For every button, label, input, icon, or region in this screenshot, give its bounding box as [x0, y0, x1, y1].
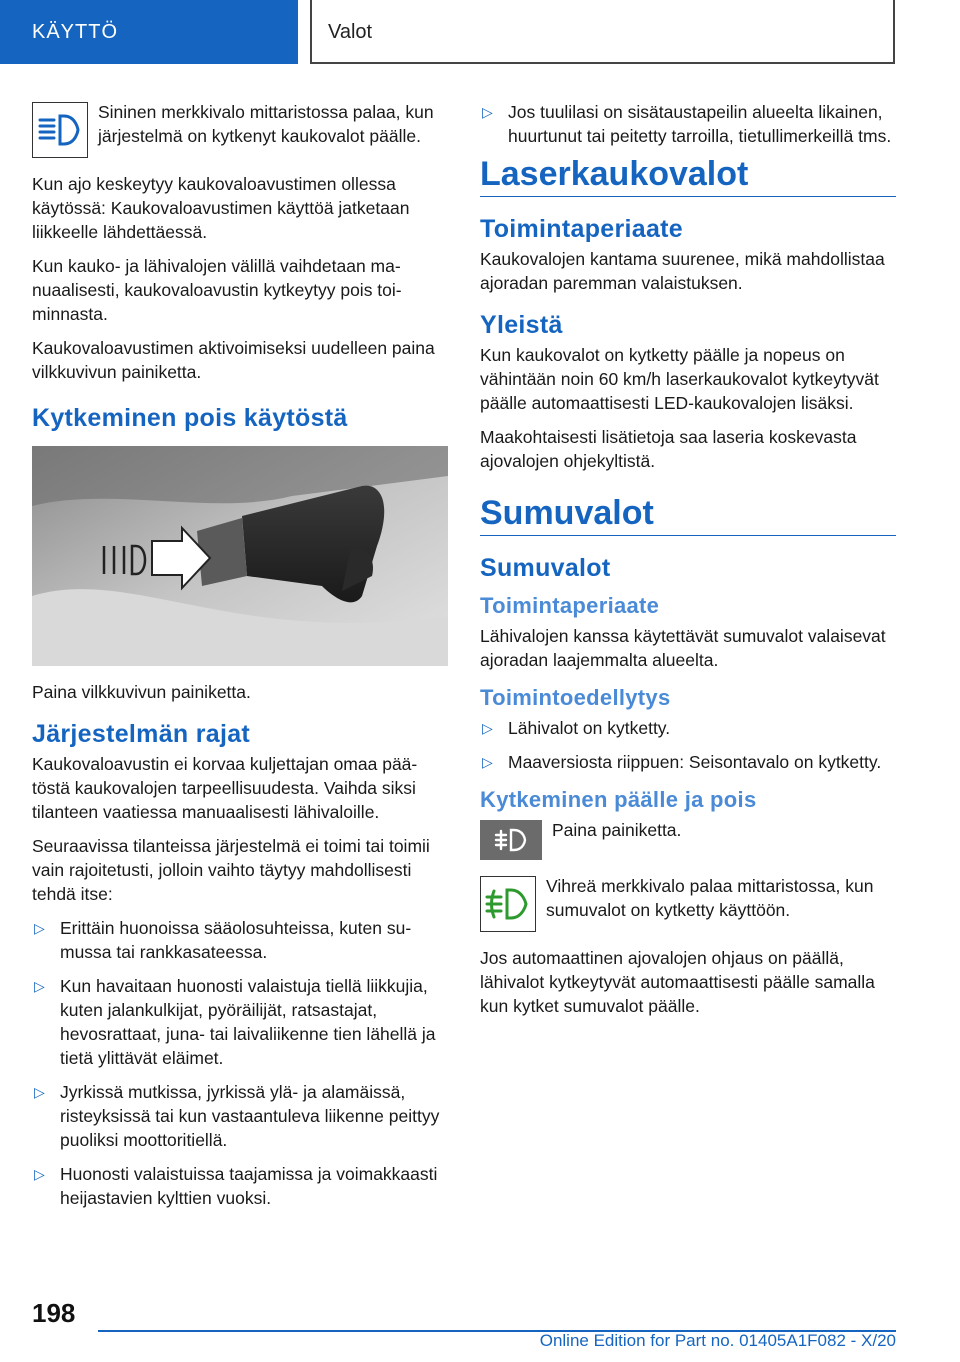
heading-fog-principle: Toimintaperiaate [480, 593, 660, 618]
edition-text: Online Edition for Part no. 01405A1F082 - X/20 [539, 1331, 896, 1350]
fog-indicator-row [480, 874, 896, 932]
bullet-triangle-icon: ▷ [34, 920, 45, 936]
limits-list-continued [480, 100, 896, 148]
photo-caption: Paina vilkkuvivun painiketta. [32, 682, 251, 702]
list-item: ▷ Huonosti valaistuissa taajamissa ja voimakkaasti heijastavien kylttien vuoksi. [34, 1164, 438, 1208]
heading-laser-high-beam: Laserkaukovalot [480, 162, 896, 197]
fog-button-row [480, 818, 896, 860]
paragraph: Kun kauko- ja lähivalojen välillä vaihdetaan manuaalisesti, kaukovaloavustin kytkeytyy pois toiminnasta. [32, 256, 402, 324]
bullet-triangle-icon: ▷ [34, 1084, 45, 1100]
heading-limits: Järjestelmän rajat [32, 720, 251, 748]
high-beam-indicator-row [32, 100, 448, 158]
list-item: ▷ Jyrkissä mutkissa, jyrkissä ylä- ja alamäissä, risteyksissä tai kun vastaantuleva liikenne peittyy puoliksi moottoritiellä. [34, 1082, 440, 1150]
paragraph: Kaukovalojen kantama suurenee, mikä mahdollistaa ajoradan paremman valaistuksen. [480, 249, 885, 293]
limits-list [32, 916, 448, 1210]
heading-fog-lights: Sumuvalot [480, 501, 896, 536]
list-item: ▷ Lähivalot on kytketty. [482, 718, 671, 738]
conditions-list [480, 716, 896, 774]
right-column [480, 100, 896, 1028]
paragraph: Lähivalojen kanssa käytettävät sumuvalot valaisevat ajoradan laajemmalta alueelta. [480, 626, 886, 670]
bullet-triangle-icon: ▷ [482, 104, 493, 120]
list-item: ▷ Jos tuulilasi on sisätaustapeilin alueelta likainen, huurtunut tai peitetty tarroilla, tietullimerkeillä tms. [482, 102, 892, 146]
heading-switch-on-off: Kytkeminen päälle ja pois [480, 787, 757, 812]
list-item: ▷ Erittäin huonoissa sääolosuhteissa, kuten sumussa tai rankkasateessa. [34, 918, 412, 962]
paragraph: Jos automaattinen ajovalojen ohjaus on päällä, lähivalot kytkeytyvät automaattisesti päälle samalla kun kytket sumuvalot päälle. [480, 948, 875, 1016]
bullet-triangle-icon: ▷ [34, 978, 45, 994]
bullet-triangle-icon: ▷ [482, 720, 493, 736]
heading-conditions: Toimintoedellytys [480, 685, 671, 710]
paragraph: Kun kaukovalot on kytketty päälle ja nopeus on vähintään noin 60 km/h laserkaukovalot kytkeytyvät päälle automaattisesti LED-kaukovalojen lisäksi. [480, 345, 879, 413]
left-column [32, 100, 448, 1220]
header-section: KÄYTTÖ [0, 0, 298, 64]
paragraph: Kaukovaloavustimen aktivoimiseksi uudelleen paina vilkkuvivun painiketta. [32, 338, 435, 382]
fog-light-button-icon [480, 820, 542, 860]
bullet-triangle-icon: ▷ [34, 1166, 45, 1182]
bullet-triangle-icon: ▷ [482, 754, 493, 770]
fog-light-indicator-icon [480, 876, 536, 932]
high-beam-indicator-text: Sininen merkkivalo mittaristossa palaa, kun järjestelmä on kytkenyt kaukovalot päälle. [98, 102, 434, 146]
high-beam-indicator-icon [32, 102, 88, 158]
press-button-text: Paina painiketta. [552, 820, 682, 840]
heading-general: Yleistä [480, 311, 563, 339]
page-number: 198 [32, 1298, 76, 1328]
paragraph: Kun ajo keskeytyy kaukovaloavustimen ollessa käytössä: Kaukovaloavustimen käyttöä jatketaan liikkeelle lähdettäessä. [32, 174, 410, 242]
list-item: ▷ Kun havaitaan huonosti valaistuja tiellä liikkujia, kuten jalankulkijat, pyöräilijät, ratsastajat, hevosrattaat, juna- tai laivaliikenne tien lähellä ja tietä ylittävät eläimet. [34, 976, 436, 1068]
list-item: ▷ Maaversiosta riippuen: Seisontavalo on kytketty. [482, 752, 882, 772]
heading-principle: Toimintaperiaate [480, 215, 683, 243]
heading-fog-lights-sub: Sumuvalot [480, 554, 611, 582]
green-indicator-text: Vihreä merkkivalo palaa mittaristossa, kun sumuvalot on kytketty käyttöön. [546, 876, 874, 920]
page-header [0, 0, 960, 66]
header-topic: Valot [310, 0, 895, 64]
paragraph: Kaukovaloavustin ei korvaa kuljettajan omaa päätöstä kaukovalojen tarpeellisuudesta. Vaihda siksi tilanteen vaatiessa manuaalisesti lähivaloille. [32, 754, 418, 822]
heading-switch-off: Kytkeminen pois käytöstä [32, 404, 348, 432]
stalk-button-photo [32, 446, 448, 666]
paragraph: Seuraavissa tilanteissa järjestelmä ei toimi tai toimii vain rajoitetusti, jolloin vaihto täytyy mahdollisesti tehdä itse: [32, 836, 430, 904]
paragraph: Maakohtaisesti lisätietoja saa laseria koskevasta ajovalojen ohjekyltistä. [480, 427, 857, 471]
